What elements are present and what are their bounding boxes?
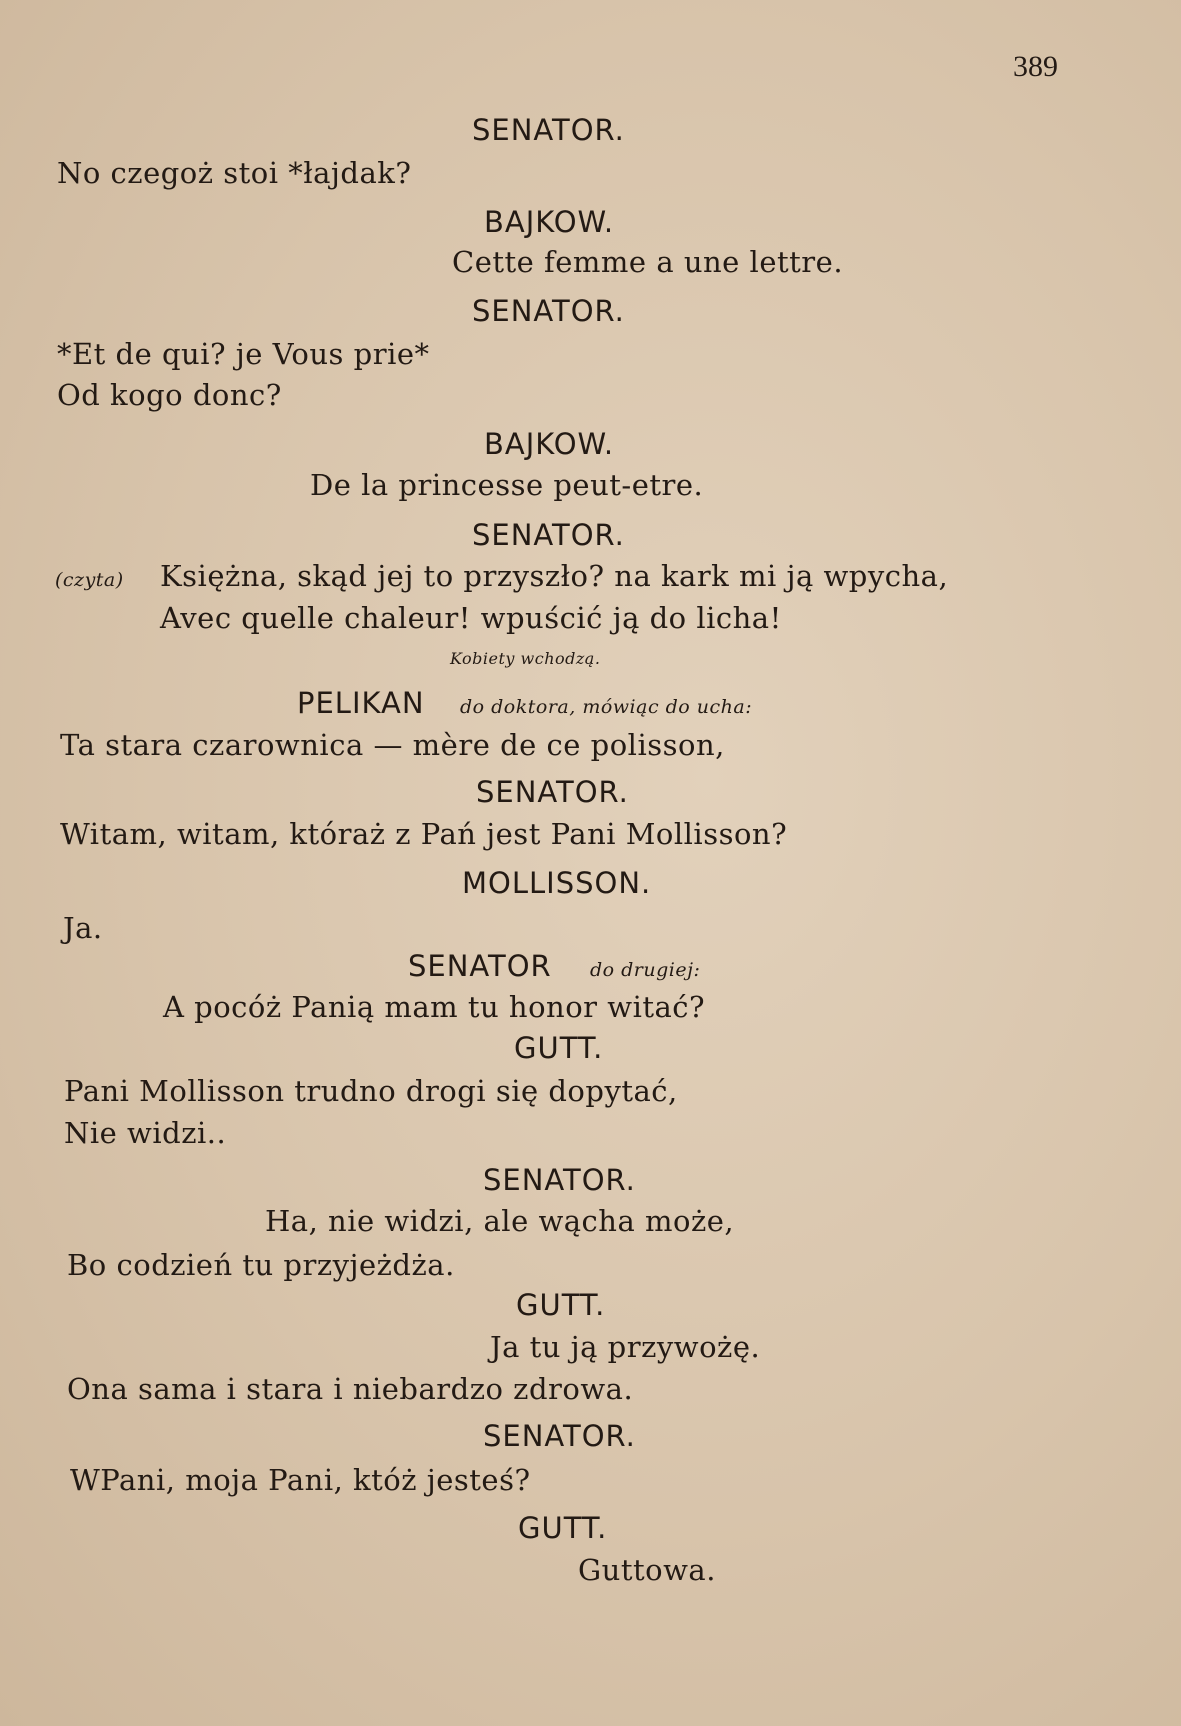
stage-direction: Kobiety wchodzą.: [450, 649, 601, 668]
speaker-bajkow: BAJKOW.: [484, 205, 615, 239]
dialogue-line: Ha, nie widzi, ale wącha może,: [265, 1204, 735, 1238]
dialogue-line: *Et de qui? je Vous prie*: [57, 337, 430, 371]
dialogue-line: A pocóż Panią mam tu honor witać?: [163, 990, 706, 1024]
dialogue-line: Ta stara czarownica — mère de ce polisson,: [60, 728, 725, 762]
dialogue-line: De la princesse peut-etre.: [310, 468, 704, 502]
speaker-pelikan: PELIKAN: [297, 686, 425, 720]
dialogue-line: Avec quelle chaleur! wpuścić ją do licha!: [160, 601, 782, 635]
dialogue-line: Księżna, skąd jej to przyszło? na kark mi ją wpycha,: [160, 559, 949, 593]
speaker-senator: SENATOR.: [472, 518, 625, 552]
speaker-senator: SENATOR.: [483, 1163, 636, 1197]
speaker-senator: SENATOR.: [472, 294, 625, 328]
dialogue-line: Witam, witam, któraż z Pań jest Pani Mollisson?: [60, 817, 788, 851]
speaker-gutt: GUTT.: [516, 1288, 606, 1322]
speaker-bajkow: BAJKOW.: [484, 427, 615, 461]
dialogue-line: Cette femme a une lettre.: [452, 245, 844, 279]
dialogue-line: Bo codzień tu przyjeżdża.: [67, 1248, 455, 1282]
dialogue-line: Ja.: [63, 911, 103, 945]
speaker-gutt: GUTT.: [518, 1511, 608, 1545]
dialogue-line: Pani Mollisson trudno drogi się dopytać,: [64, 1074, 678, 1108]
speaker-mollisson: MOLLISSON.: [462, 866, 652, 900]
page-number: 389: [1013, 50, 1058, 83]
stage-direction: (czyta): [55, 569, 124, 591]
speaker-senator: SENATOR: [408, 949, 552, 983]
stage-direction: do drugiej:: [590, 959, 701, 981]
dialogue-line: Guttowa.: [578, 1553, 716, 1587]
dialogue-line: Ja tu ją przywożę.: [490, 1330, 761, 1364]
speaker-gutt: GUTT.: [514, 1031, 604, 1065]
dialogue-line: No czegoż stoi *łajdak?: [57, 156, 412, 190]
dialogue-line: Ona sama i stara i niebardzo zdrowa.: [67, 1372, 634, 1406]
stage-direction: do doktora, mówiąc do ucha:: [460, 696, 753, 718]
speaker-senator: SENATOR.: [476, 775, 629, 809]
speaker-senator: SENATOR.: [472, 113, 625, 147]
dialogue-line: Od kogo donc?: [57, 378, 282, 412]
dialogue-line: Nie widzi..: [64, 1116, 227, 1150]
dialogue-line: WPani, moja Pani, któż jesteś?: [70, 1463, 531, 1497]
speaker-senator: SENATOR.: [483, 1419, 636, 1453]
